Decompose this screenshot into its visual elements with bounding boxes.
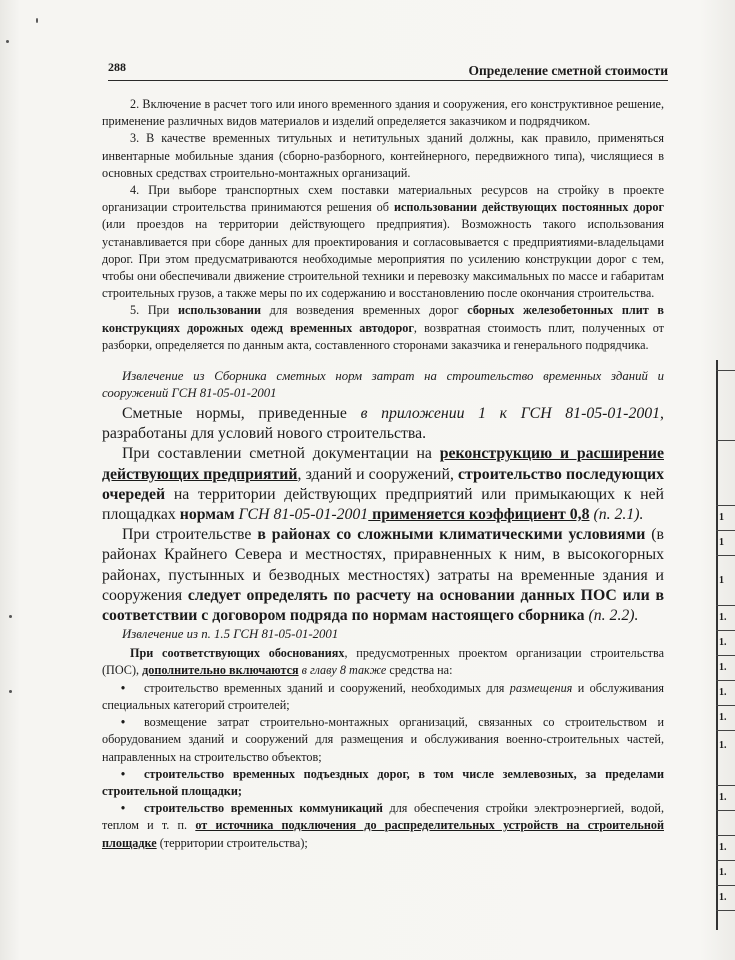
bullet-item-2: • возмещение затрат строительно-монтажных организаций, связанных со строительством и оборудованием зданий и сооружений для размещения и обслуживания военно-строительных частей, направленных на строительство объектов;	[102, 715, 664, 764]
bullet-item-4: • строительство временных коммуникаций для обеспечения стройки электроэнергией, водой, теплом и т. п. от источника подключения до распределительных устройств на строительной площадке (территории строительства);	[102, 801, 665, 850]
bullet-icon: •	[120, 801, 126, 816]
paragraph-3: 3. В качестве временных титульных и нетитульных зданий должны, как правило, применяться инвентарные мобильные здания (сборно-разборного, контейнерного, передвижного типа), числящиеся в основных средствах строительно-монтажных организаций.	[102, 131, 664, 180]
bullet-icon: •	[120, 766, 126, 781]
page-number: 288	[108, 60, 126, 74]
table-cell: 1.	[719, 792, 727, 803]
scan-speck	[9, 690, 12, 693]
extract-note-1: Извлечение из Сборника сметных норм затрат на строительство временных зданий и сооружений ГСН 81-05-01-2001	[102, 369, 664, 401]
table-cell: 1	[719, 512, 724, 523]
large-paragraph-3: При строительстве в районах со сложными климатическими условиями (в районах Крайнего Севера и местностях, приравненных к ним, в высокогорных районах, пустынных и безводных местностях) затраты на временные здания и сооружения следует определять по расчету на основании данных ПОС или в соответствии с договором подряда по нормам настоящего сборника (п. 2.2).	[102, 526, 665, 625]
scan-speck	[9, 615, 12, 618]
adjacent-page-table-fragment	[710, 330, 735, 930]
table-cell: 1.	[719, 740, 727, 751]
page-content	[102, 96, 664, 852]
bullet-icon: •	[120, 680, 126, 695]
running-title: Определение сметной стоимости	[468, 63, 668, 78]
additional-costs-section	[102, 645, 664, 851]
table-cell: 1.	[719, 842, 727, 853]
extract-note-2: Извлечение из п. 1.5 ГСН 81-05-01-2001	[122, 627, 339, 642]
bullet-item-1: • строительство временных зданий и сооружений, необходимых для размещения и обслуживания специальных категорий строителей;	[102, 680, 664, 712]
table-cell: 1	[719, 575, 724, 586]
paragraph-4: 4. При выборе транспортных схем поставки материальных ресурсов на стройку в проекте организации строительства принимаются решения об использовании действующих постоянных дорог (или проездов на территории действующего предприятия). Возможность такого использования устанавливается при сборе данных для проектирования и согласовывается с предприятиями-владельцами дорог. При этом предусматриваются необходимые мероприятия по усилению конструкции дорог с тем, чтобы они обеспечивали движение строительной техники и перевозку максимальных по массе и габаритам строительных грузов, а также меры по их содержанию и восстановлению после окончания строительства.	[102, 183, 664, 301]
bullet-item-3: • строительство временных подъездных дорог, в том числе землевозных, за пределами строительной площадки;	[102, 766, 664, 798]
paragraph-6: При соответствующих обоснованиях, предусмотренных проектом организации строительства (ПОС), дополнительно включаются в главу 8 также средства на:	[102, 646, 664, 678]
table-cell: 1.	[719, 662, 727, 673]
paragraph-5: 5. При использовании для возведения временных дорог сборных железобетонных плит в конструкциях дорожных одежд временных автодорог, возвратная стоимость плит, полученных от разборки, определяется по данным акта, составленного сторонами заказчика и генерального подрядчика.	[102, 303, 664, 352]
paragraph-2: 2. Включение в расчет того или иного временного здания и сооружения, его конструктивное решение, применение различных видов материалов и изделий определяется заказчиком и подрядчиком.	[102, 97, 664, 129]
table-cell: 1.	[719, 712, 727, 723]
scan-speck	[6, 40, 9, 43]
table-cell: 1.	[719, 687, 727, 698]
table-cell: 1.	[719, 637, 727, 648]
page-header	[108, 60, 668, 81]
table-cell: 1.	[719, 867, 727, 878]
table-cell: 1.	[719, 892, 727, 903]
norms-section	[102, 404, 664, 626]
table-border	[716, 360, 718, 930]
large-paragraph-1: Сметные нормы, приведенные в приложении 1 к ГСН 81-05-01-2001, разработаны для условий нового строительства.	[102, 405, 664, 443]
scan-speck	[36, 18, 38, 23]
large-paragraph-2: При составлении сметной документации на реконструкцию и расширение действующих предприятий, зданий и сооружений, строительство последующих очередей на территории действующих предприятий или примыкающих к ней площадках нормам ГСН 81-05-01-2001 применяется коэффициент 0,8 (п. 2.1).	[102, 445, 664, 524]
numbered-section	[102, 96, 664, 354]
table-cell: 1.	[719, 612, 727, 623]
table-cell: 1	[719, 537, 724, 548]
bullet-icon: •	[120, 715, 126, 730]
